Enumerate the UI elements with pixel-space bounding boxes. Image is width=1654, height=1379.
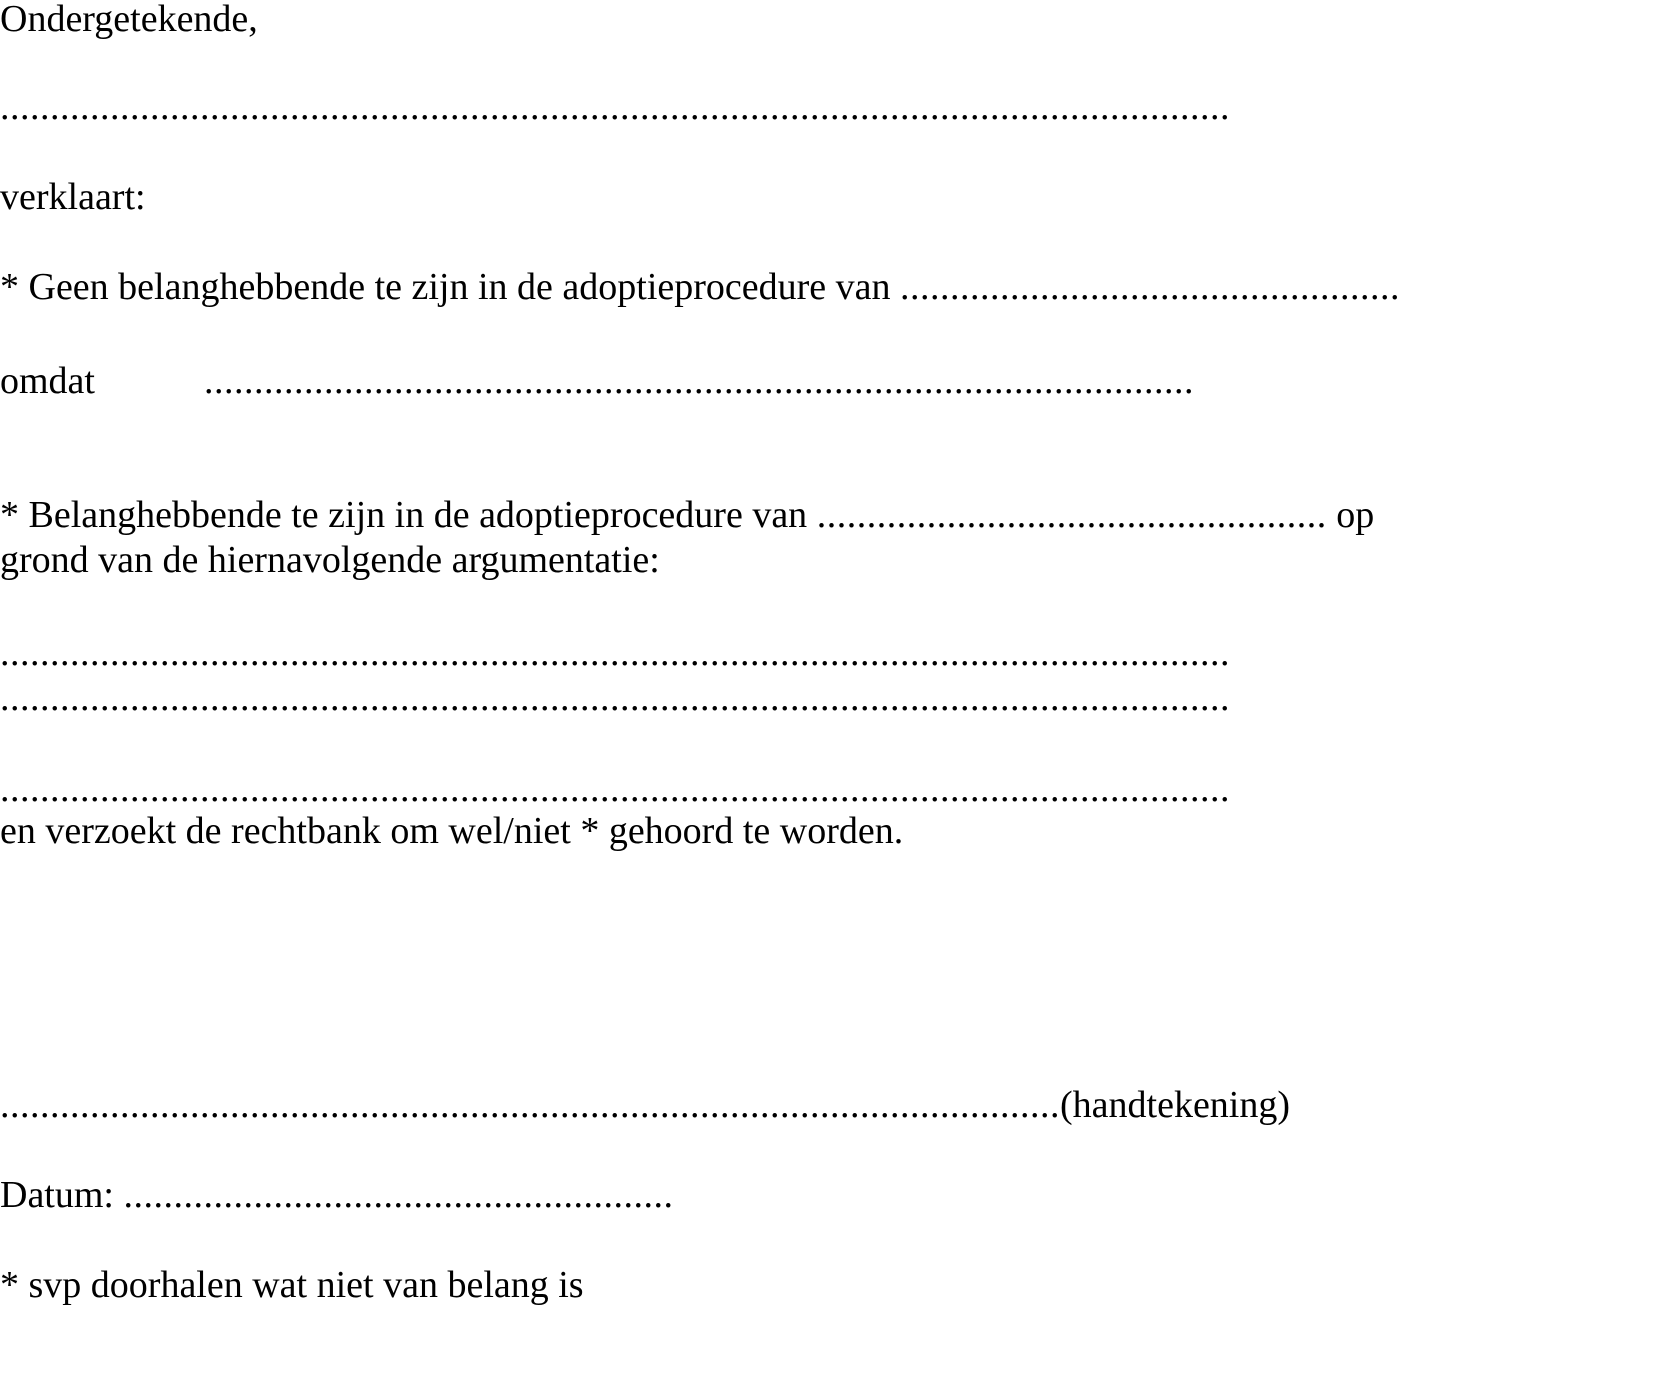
- interested-procedure-blank-field[interactable]: ...................................................: [816, 494, 1327, 536]
- footnote-text: * svp doorhalen wat niet van belang is: [0, 1264, 584, 1306]
- date-blank-field[interactable]: .......................................................: [123, 1174, 674, 1216]
- date-label: Datum:: [0, 1174, 124, 1216]
- procedure-blank-field[interactable]: ..................................................: [900, 266, 1401, 308]
- intro-text: Ondergetekende,: [0, 0, 258, 40]
- declares-text: verklaart:: [0, 176, 146, 218]
- hearing-request-text: en verzoekt de rechtbank om wel/niet * gehoord te worden.: [0, 810, 904, 852]
- signature-line: [0, 1086, 1290, 1124]
- date-line: [0, 1176, 673, 1214]
- reason-label: omdat: [0, 360, 95, 402]
- option-interested: [0, 496, 1374, 534]
- option-not-interested: [0, 268, 1400, 306]
- name-blank-field[interactable]: ...........................................................................................................................: [0, 86, 1230, 128]
- argument-blank-field-3[interactable]: ...........................................................................................................................: [0, 768, 1230, 810]
- option-interested-text: * Belanghebbende te zijn in de adoptieprocedure van: [0, 494, 817, 536]
- reason-blank-field[interactable]: ...................................................................................................: [204, 360, 1194, 402]
- signature-blank-field[interactable]: ..........................................................................................................: [0, 1084, 1060, 1126]
- signature-label: (handtekening): [1060, 1084, 1291, 1126]
- option-interested-trailing: op: [1326, 494, 1375, 536]
- argument-blank-field-1[interactable]: ...........................................................................................................................: [0, 632, 1230, 674]
- argument-blank-field-2[interactable]: ...........................................................................................................................: [0, 677, 1230, 719]
- option-interested-continuation: grond van de hiernavolgende argumentatie:: [0, 539, 660, 581]
- option-not-interested-text: * Geen belanghebbende te zijn in de adoptieprocedure van: [0, 266, 901, 308]
